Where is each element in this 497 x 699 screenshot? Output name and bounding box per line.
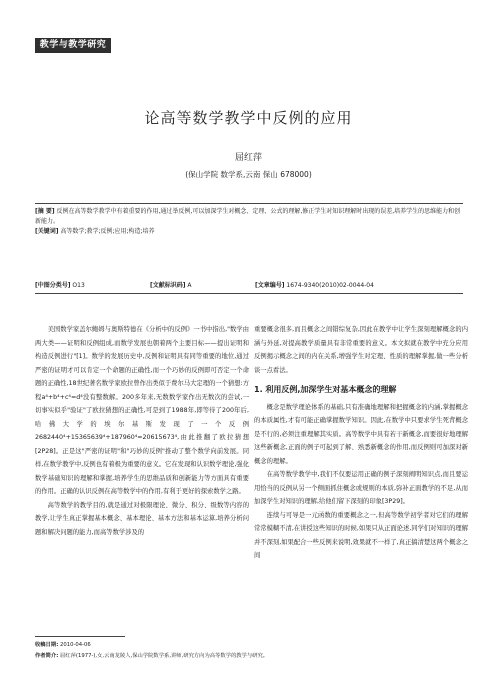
article-title: 论高等数学教学中反例的应用 — [144, 109, 353, 127]
doc-code-entry — [150, 280, 192, 289]
clc-value: O13 — [72, 282, 85, 289]
author-bio-note — [35, 652, 463, 661]
article-number-value: 1674-9340(2010)02-0044-04 — [286, 282, 374, 289]
author-name: 屈红萍 — [234, 153, 262, 163]
abstract-block — [35, 207, 463, 237]
abstract-label: [摘 要] — [35, 208, 55, 215]
doc-code-value: A — [187, 282, 192, 289]
abstract-text: 反例在高等数学教学中有着重要的作用,通过举反例,可以加深学生对概念、定理、公式的理解,修正学生对知识理解时出现的误差,培养学生的思维能力和创新能力。 — [35, 208, 461, 225]
keywords-label: [关键词] — [35, 228, 59, 235]
classification-row — [35, 280, 463, 290]
author-bio-label: 作者简介: — [35, 653, 59, 659]
doc-code-label: [文献标识码] — [150, 282, 186, 289]
author-affiliation: (保山学院 数学系,云南 保山 678000) — [185, 170, 312, 179]
body-paragraph: 重要概念很多,而且概念之间错综复杂,因此在教学中让学生深刻理解概念的内涵与外延,对提高教学质量具有非常重要的意义。本文拟就在教学中充分应用反例揭示概念之间的内在关系,增强学生对定理、性质的理解掌握,做一些分析谈一点看法。 — [254, 326, 468, 374]
clc-entry — [35, 280, 85, 289]
body-paragraph: 在高等数学教学中,我们不仅要运用正确的例子深刻阐明知识点,而且要运用恰当的反例从另一个侧面抓住概念或规则的本质,弥补正面教学的不足,从而加深学生对知识的理解,给他们留下深刻的印象[3P29]。 — [254, 471, 468, 505]
received-date-note — [35, 641, 463, 650]
footnote-rule — [35, 636, 125, 637]
section-tag: 教学与教学研究 — [35, 38, 111, 53]
keywords-line — [35, 227, 463, 237]
body-paragraph: 概念是数学理论体系的基础,只有准确地理解和把握概念的内涵,掌握概念的本质属性,才有可能正确掌握数学知识。因此,在数学中只要求学生死背概念是不行的,必须注重理解其实质。高等数学中具有若干新概念,而要很好地理解这些新概念,正面的例子可起到了解、熟悉新概念的作用,而反例则可加深对新概念的理解。 — [254, 403, 468, 465]
body-paragraph: 高等数学的教学目的,就是通过对极限理论、微分、积分、级数等内容的教学,让学生真正掌握基本概念、基本理论、基本方法和基本运算,培养分析问题和解决问题的能力,而高等数学涉及的 — [35, 501, 249, 536]
body-paragraph: 美国数学家盖尔鲍姆与奥斯特德在《分析中的反例》一书中指出,"数学由两大类——证明和反例组成,而数学发展也朝着两个主要目标——提出证明和构造反例进行"[1]。数学的发展历史中,反例和证明具有同等重要的地位,通过严密的证明才可以肯定一个命题的正确性,而一个巧妙的反例即可否定一个命题的正确性,18世纪著名数学家欧拉曾作出类似于费尔马大定理的一个猜想:方程a⁴+b⁴+c⁴=d⁴没有整数解。200多年来,无数数学家作出无数次的尝试,一切事实似乎"验证"了欧拉猜想的正确性,可是到了1988年,即等待了200年后,哈佛大学的埃尔基斯发现了一个反例2682440⁴+15365639⁴+187960⁴=20615673⁴,由此推翻了欧拉猜想[2P28]。正是这"严密的证明"和"巧妙的反例"推动了整个数学向前发展。同样,在数学教学中,反例也有着极为重要的意义。它在发现和认识数学理论,强化数学基础知识的理解和掌握,培养学生的思维品质和创新能力等方面具有重要的作用。正确的认识反例在高等数学中的作用,有利于更好的探索数学之路。 — [35, 326, 249, 495]
received-label: 收稿日期: — [35, 642, 59, 648]
clc-label: [中图分类号] — [35, 282, 71, 289]
left-column — [35, 323, 249, 539]
keywords-text: 高等数学;教学;反例;应用;构造;培养 — [60, 228, 155, 235]
abstract-paragraph — [35, 207, 463, 227]
section-heading: 1. 利用反例,加深学生对基本概念的理解 — [254, 385, 397, 394]
abstract-bottom-rule — [35, 293, 463, 294]
body-paragraph: 连续与可导是一元函数的重要概念之一,但高等数学初学者对它们的理解常常模糊不清,在讲授这些知识的时候,如果只从正面论述,同学们对知识的理解并不深刻,如果配合一些反例来说明,效果就不一样了,真正搞清楚这两个概念之间 — [254, 511, 468, 559]
received-date: 2010-04-06 — [60, 642, 91, 648]
author-bio-text: 屈红萍(1977-),女,云南龙陵人,保山学院数学系,讲师,研究方向为高等数学的教学与研究。 — [60, 653, 269, 659]
abstract-top-rule — [35, 203, 463, 204]
right-column — [254, 323, 468, 563]
article-number-entry — [255, 280, 374, 289]
article-number-label: [文章编号] — [255, 282, 285, 289]
